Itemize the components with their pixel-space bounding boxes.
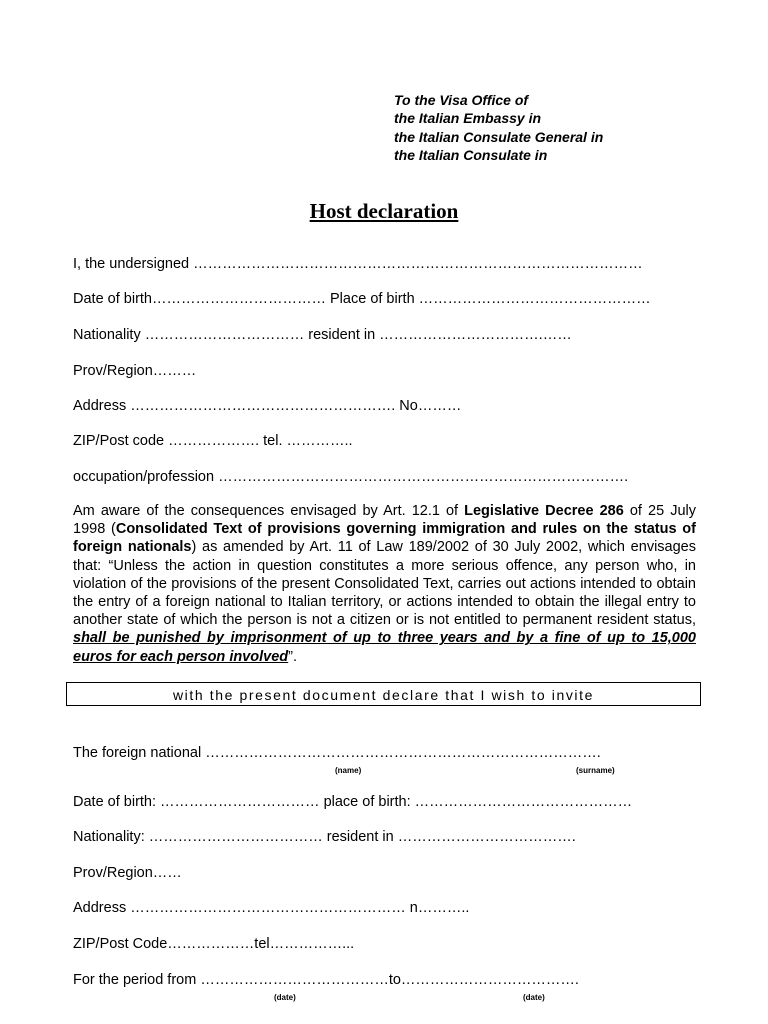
guest-nationality-field[interactable]: Nationality: ……………………………… resident in ………………………………. <box>73 829 576 845</box>
host-address-field[interactable]: Address ………………………………………………. No……… <box>73 398 462 414</box>
host-nationality-field[interactable]: Nationality …………………………… resident in …………………………….…… <box>73 327 572 343</box>
legal-warning-paragraph <box>73 502 696 666</box>
guest-zip-field[interactable]: ZIP/Post Code………………tel……………... <box>73 936 355 952</box>
recipient-line: To the Visa Office of <box>394 92 529 108</box>
invitation-statement-box: with the present document declare that I wish to invite <box>66 682 701 706</box>
recipient-line: the Italian Consulate General in <box>394 128 604 145</box>
warning-text: Am aware of the consequences envisaged by Art. 12.1 of <box>73 503 465 519</box>
guest-prov-field[interactable]: Prov/Region…… <box>73 865 182 881</box>
page-title: Host declaration <box>309 199 459 223</box>
recipient-line: the Italian Consulate in <box>394 146 548 163</box>
warning-text: of 25 July 1998 ( <box>73 503 696 538</box>
warning-law-title: Consolidated Text of provisions governing immigration and rules on the status of foreign nationals <box>73 521 696 556</box>
host-prov-field[interactable]: Prov/Region……… <box>73 363 197 379</box>
warning-decree: Legislative Decree 286 <box>464 503 624 519</box>
guest-birth-field[interactable]: Date of birth: …………………………… place of birth: ……………………………………… <box>73 794 633 810</box>
date-to-caption: (date) <box>523 993 545 1002</box>
warning-text: ”. <box>288 648 298 665</box>
foreign-national-field[interactable]: The foreign national ………………………………………………………………………. <box>73 745 601 761</box>
undersigned-field[interactable]: I, the undersigned ………………………………………………………………………………… <box>73 256 643 272</box>
host-birth-field[interactable]: Date of birth……………………………… Place of birth ………………………………………… <box>73 291 651 307</box>
warning-text: ) as amended by Art. 11 of Law 189/2002 of 30 July 2002, which envisages that: “Unless the action in question constitutes a more serious offence, any person who, in violation of the provisions of the present Consolidated Text, carries out actions intended to obtain the entry of a foreign national to Italian territory, or actions intended to obtain the illegal entry to another state of which the person is not a citizen or is not entitled to permanent resident status, <box>73 539 696 629</box>
warning-penalty: shall be punished by imprisonment of up to three years and by a fine of up to 15,000 euros for each person involved <box>73 630 696 665</box>
stay-period-field[interactable]: For the period from …………………………………to………………………………. <box>73 972 579 988</box>
host-occupation-field[interactable]: occupation/profession …………………………………………………………………………. <box>73 469 629 485</box>
surname-caption: (surname) <box>576 766 615 775</box>
recipient-line: the Italian Embassy in <box>394 110 542 127</box>
host-zip-field[interactable]: ZIP/Post code ………………. tel. ………….. <box>73 433 353 449</box>
guest-address-field[interactable]: Address ………………………………………………… n……….. <box>73 900 470 916</box>
date-from-caption: (date) <box>274 993 296 1002</box>
name-caption: (name) <box>335 766 362 775</box>
recipient-block <box>394 91 603 164</box>
